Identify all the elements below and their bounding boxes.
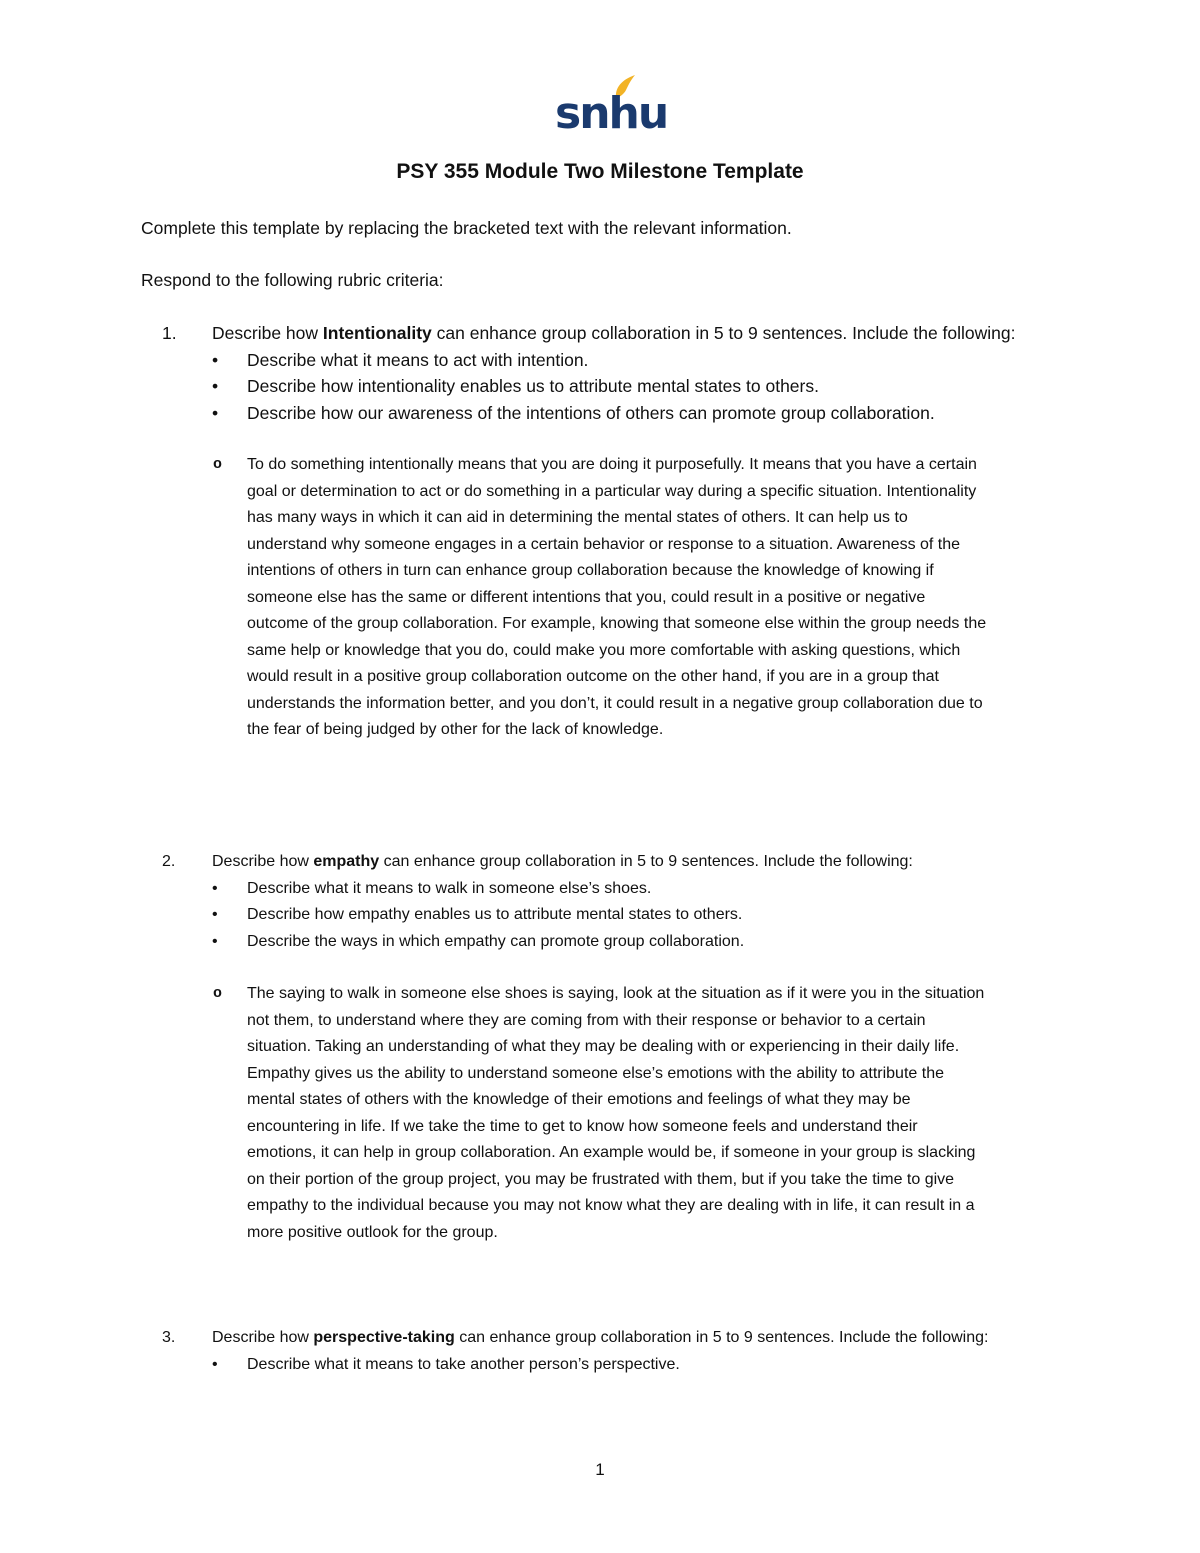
rubric-item (141, 849, 1071, 955)
prompt-term: Intentionality (322, 323, 432, 343)
prompt-term: empathy (313, 853, 380, 870)
prompt-post: can enhance group collaboration in 5 to 9 sentences. Include the following: (454, 1329, 989, 1346)
document-title: PSY 355 Module Two Milestone Template (396, 160, 804, 183)
prompt-post: can enhance group collaboration in 5 to 9 sentences. Include the following: (379, 853, 913, 870)
rubric-heading: Respond to the following rubric criteria: (141, 270, 444, 290)
bullet-text: Describe what it means to walk in someone else’s shoes. (247, 879, 652, 897)
prompt-pre: Describe how (212, 1329, 314, 1346)
bullet-text: Describe how empathy enables us to attribute mental states to others. (247, 906, 743, 923)
bullet-list (212, 876, 1071, 956)
item-number: 3. (162, 1329, 176, 1346)
bullet-text: Describe the ways in which empathy can promote group collaboration. (247, 932, 745, 950)
item-number: 1. (162, 323, 177, 343)
answer-block (141, 981, 987, 1246)
snhu-logo (555, 74, 668, 139)
bullet-item (212, 400, 1071, 427)
prompt-term: perspective-taking (313, 1329, 455, 1346)
bullet-item (212, 1352, 1124, 1379)
bullet-item (212, 902, 1071, 929)
bullet-icon: • (212, 376, 219, 396)
bullet-item (212, 373, 1071, 400)
answer-block (141, 452, 987, 744)
bullet-item (212, 876, 1071, 903)
bullet-list (212, 1352, 1124, 1379)
prompt-pre: Describe how (212, 853, 314, 870)
prompt-post: can enhance group collaboration in 5 to 9 sentences. Include the following: (431, 323, 1016, 343)
bullet-icon: • (212, 1355, 218, 1373)
item-prompt (212, 1325, 1124, 1352)
answer-text: To do something intentionally means that you are doing it purposefully. It means that you have a certain goal or determination to act or do something in a particular way during a specific situation. Intentionality has many ways in which it can aid in determining the mental states of others. It can help us to understand why someone engages in a certain behavior or response to a situation. Awareness of the intentions of others in turn can enhance group collaboration because the knowledge of knowing if someone else has the same or different intentions that you, could result in a positive or negative outcome of the group collaboration. For example, knowing that someone else within the group needs the same help or knowledge that you do, could make you more comfortable with asking questions, which would result in a positive group collaboration outcome on the other hand, if you are in a group that understands the information better, and you don’t, it could result in a negative group collaboration due to the fear of being judged by other for the lack of knowledge. (247, 456, 987, 738)
rubric-item (141, 1325, 1124, 1378)
bullet-icon: • (212, 906, 218, 923)
answer-text: The saying to walk in someone else shoes is saying, look at the situation as if it were you in the situation not them, to understand where they are coming from with their response or behavior to a certain situation. Taking an understanding of what they may be dealing with or experiencing in their daily life. Empathy gives us the ability to understand someone else’s emotions with the ability to attribute the mental states of others with the knowledge of their emotions and feelings of what they may be encountering in life. If we take the time to get to know how someone feels and understand their emotions, it can help in group collaboration. An example would be, if someone in your group is slacking on their portion of the group project, you may be frustrated with them, but if you take the time to give empathy to the individual because you may not know what they are dealing with in life, it can result in a more positive outlook for the group. (247, 985, 985, 1241)
bullet-icon: • (212, 402, 219, 423)
sub-bullet-icon: o (213, 985, 223, 1002)
rubric-item (141, 320, 1071, 426)
item-number: 2. (162, 853, 176, 870)
bullet-icon: • (212, 879, 218, 897)
bullet-icon: • (212, 932, 218, 950)
bullet-text: Describe what it means to take another person’s perspective. (247, 1355, 680, 1373)
item-prompt (212, 320, 1071, 347)
bullet-item (212, 929, 1071, 956)
intro-text: Complete this template by replacing the bracketed text with the relevant information. (141, 218, 792, 238)
bullet-text: Describe how our awareness of the intentions of others can promote group collaboration. (247, 402, 935, 423)
bullet-text: Describe how intentionality enables us to attribute mental states to others. (247, 376, 819, 396)
page-number: 1 (595, 1460, 605, 1479)
logo-wordmark: snhu (555, 88, 668, 139)
prompt-pre: Describe how (212, 323, 323, 343)
rubric-list (141, 320, 1071, 426)
bullet-text: Describe what it means to act with intention. (247, 349, 589, 370)
item-prompt (212, 849, 1071, 876)
bullet-list (212, 347, 1071, 427)
bullet-icon: • (212, 349, 219, 370)
bullet-item (212, 347, 1071, 374)
sub-bullet-icon: o (213, 456, 223, 473)
